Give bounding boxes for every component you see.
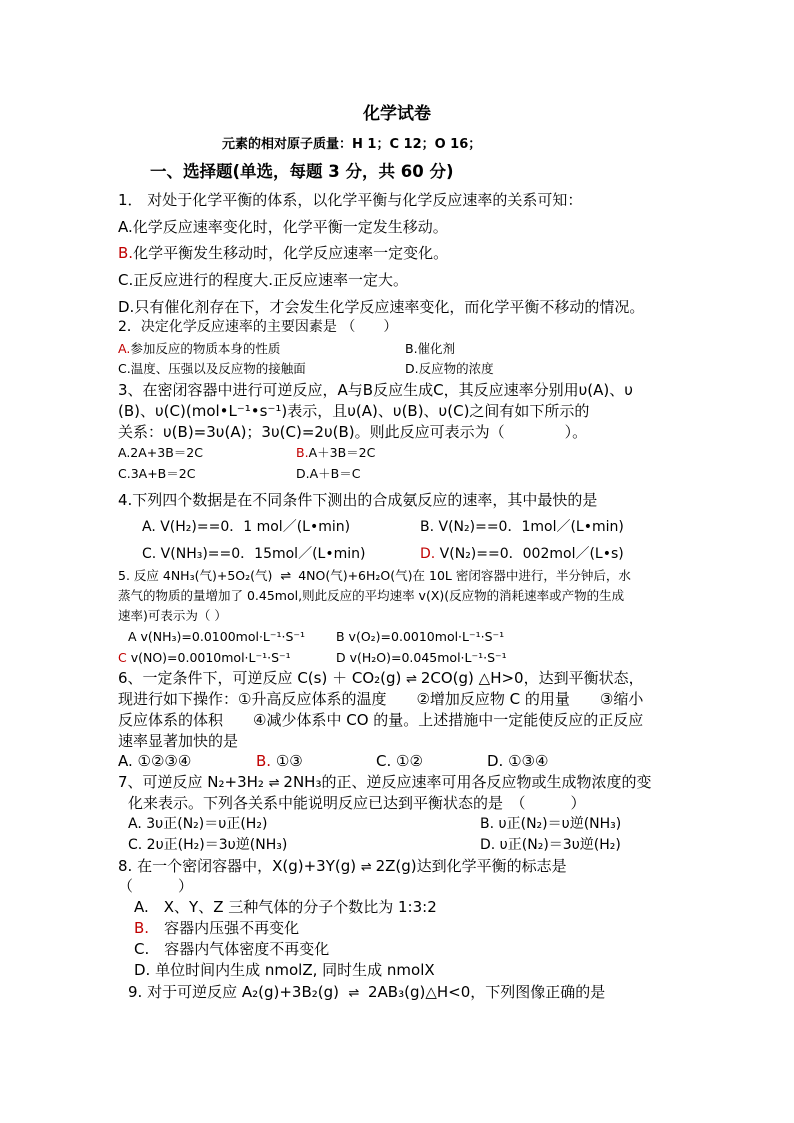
q1-option-a: A.化学反应速率变化时，化学平衡一定发生移动。	[118, 218, 448, 236]
q5-c-text: v(NO)=0.0010mol·L⁻¹·S⁻¹	[126, 650, 291, 665]
equilibrium-arrow-icon: ⇌	[406, 672, 417, 687]
q4-stem: 4.下列四个数据是在不同条件下测出的合成氨反应的速率，其中最快的是	[118, 491, 598, 509]
q6-line-4: 速率显著加快的是	[118, 732, 239, 750]
q6-b-text: ①③	[271, 752, 303, 770]
q5-products: 4NO(气)+6H₂O(气)在 10L 密闭容器中进行，半分钟后，水	[298, 568, 631, 583]
q8-option-a: A. X、Y、Z 三种气体的分子个数比为 1:3:2	[134, 898, 437, 916]
q1-b-letter: B.	[118, 244, 134, 262]
q2-a-letter: A.	[118, 341, 131, 356]
q8-line-2: （ ）	[118, 877, 194, 895]
q4-d-letter: D.	[420, 546, 436, 562]
q6-option-d: D. ①③④	[487, 752, 549, 770]
q8-b-letter: B.	[134, 919, 150, 937]
q5-option-c	[118, 649, 291, 667]
q6-line-2: 现进行如下操作：①升高反应体系的温度 ②增加反应物 C 的用量 ③缩小	[118, 690, 644, 708]
q4-d-text: V(N₂)==0．002mol／(L•s)	[435, 546, 624, 562]
q3-line-2: (B)、υ(C)(mol•L⁻¹•s⁻¹)表示，且υ(A)、υ(B)、υ(C)之间有如下所示的	[118, 402, 590, 420]
q9-reactants: 9. 对于可逆反应 A₂(g)+3B₂(g)	[128, 983, 339, 1001]
q7-products: 2NH₃的正、逆反应速率可用各反应物或生成物浓度的变	[283, 773, 652, 791]
q5-line-3: 速率)可表示为（ ）	[118, 608, 227, 623]
equilibrium-arrow-icon: ⇌	[268, 776, 279, 791]
q8-option-b	[134, 919, 299, 937]
q5-line-2: 蒸气的物质的量增加了 0.45mol,则此反应的平均速率 v(X)(反应物的消耗速率或产物的生成	[118, 588, 625, 603]
q5-c-letter: C	[118, 650, 127, 665]
q3-line-1: 3、在密闭容器中进行可逆反应，A与B反应生成C，其反应速率分别用υ(A)、υ	[118, 381, 633, 399]
q6-line-3: 反应体系的体积 ④减少体系中 CO 的量。上述措施中一定能使反应的正反应	[118, 711, 644, 729]
q8-reactants: 8. 在一个密闭容器中，X(g)+3Y(g)	[118, 857, 357, 875]
equilibrium-arrow-icon: ⇌	[360, 860, 371, 875]
q7-option-b: B. υ正(N₂)＝υ逆(NH₃)	[480, 816, 622, 832]
q8-line-1	[118, 857, 567, 877]
q3-b-text: A＋3B＝2C	[308, 445, 376, 460]
q4-option-d	[420, 545, 624, 563]
q4-option-a: A. V(H₂)==0．1 mol／(L•min)	[142, 519, 351, 535]
page-title: 化学试卷	[363, 104, 431, 124]
section-heading: 一、选择题(单选，每题 3 分，共 60 分)	[150, 162, 454, 181]
equilibrium-arrow-icon: ⇌	[348, 986, 359, 1001]
q8-option-c: C. 容器内气体密度不再变化	[134, 940, 330, 958]
q2-option-c: C.温度、压强以及反应物的接触面	[118, 361, 306, 376]
q5-reactants: 5. 反应 4NH₃(气)+5O₂(气)	[118, 568, 273, 583]
q6-products: 2CO(g) △H>0，达到平衡状态，	[420, 669, 644, 687]
q5-option-a: A v(NH₃)=0.0100mol·L⁻¹·S⁻¹	[128, 629, 306, 644]
q7-option-d: D. υ正(N₂)＝3υ逆(H₂)	[480, 837, 621, 853]
q5-line-1	[118, 567, 631, 586]
q8-b-text: 容器内压强不再变化	[149, 919, 300, 937]
q6-option-c: C. ①②	[376, 752, 423, 770]
q1-stem: 1． 对处于化学平衡的体系，以化学平衡与化学反应速率的关系可知：	[118, 191, 583, 209]
q6-option-a: A. ①②③④	[118, 752, 192, 770]
q7-option-c: C. 2υ正(H₂)＝3υ逆(NH₃)	[128, 837, 288, 853]
q1-option-d: D.只有催化剂存在下，才会发生化学反应速率变化，而化学平衡不移动的情况。	[118, 298, 645, 316]
q7-option-a: A. 3υ正(N₂)＝υ正(H₂)	[128, 816, 268, 832]
q1-b-text: 化学平衡发生移动时，化学反应速率一定变化。	[133, 244, 449, 262]
q3-option-b	[296, 444, 375, 462]
q6-option-b	[256, 752, 303, 770]
q3-b-letter: B.	[296, 445, 309, 460]
q2-option-b: B.催化剂	[405, 341, 456, 356]
atomic-mass-note: 元素的相对原子质量：H 1；C 12；O 16；	[222, 137, 482, 152]
q5-option-b: B v(O₂)=0.0010mol·L⁻¹·S⁻¹	[336, 629, 505, 644]
q8-option-d: D. 单位时间内生成 nmolZ, 同时生成 nmolX	[134, 961, 435, 979]
q3-option-a: A.2A+3B＝2C	[118, 445, 203, 460]
q3-option-d: D.A＋B＝C	[296, 466, 361, 481]
equilibrium-arrow-icon: ⇌	[280, 569, 291, 584]
q2-option-d: D.反应物的浓度	[405, 361, 494, 376]
q4-option-b: B. V(N₂)==0．1mol／(L•min)	[420, 519, 624, 535]
q8-products: 2Z(g)达到化学平衡的标志是	[375, 857, 567, 875]
q5-option-d: D v(H₂O)=0.045mol·L⁻¹·S⁻¹	[336, 650, 507, 665]
q6-line-1	[118, 669, 644, 689]
q7-line-2: 化来表示。下列各关系中能说明反应已达到平衡状态的是 （ ）	[128, 794, 586, 812]
q3-option-c: C.3A+B＝2C	[118, 466, 196, 481]
q2-stem: 2．决定化学反应速率的主要因素是 （ ）	[118, 319, 398, 335]
q9-products: 2AB₃(g)△H<0，下列图像正确的是	[368, 983, 606, 1001]
q2-option-a	[118, 340, 280, 358]
q7-reactants: 7、可逆反应 N₂+3H₂	[118, 773, 264, 791]
q2-a-text: 参加反应的物质本身的性质	[130, 341, 281, 356]
q3-line-3: 关系：υ(B)=3υ(A)；3υ(C)=2υ(B)。则此反应可表示为（ ）。	[118, 423, 588, 441]
q4-option-c: C. V(NH₃)==0．15mol／(L•min)	[142, 546, 366, 562]
q1-option-b	[118, 244, 448, 262]
q6-b-letter: B.	[256, 752, 272, 770]
q7-line-1	[118, 773, 651, 793]
q6-reactants: 6、一定条件下，可逆反应 C(s) ＋ CO₂(g)	[118, 669, 402, 687]
q9-line-1	[128, 983, 605, 1003]
q1-option-c: C.正反应进行的程度大.正反应速率一定大。	[118, 271, 409, 289]
